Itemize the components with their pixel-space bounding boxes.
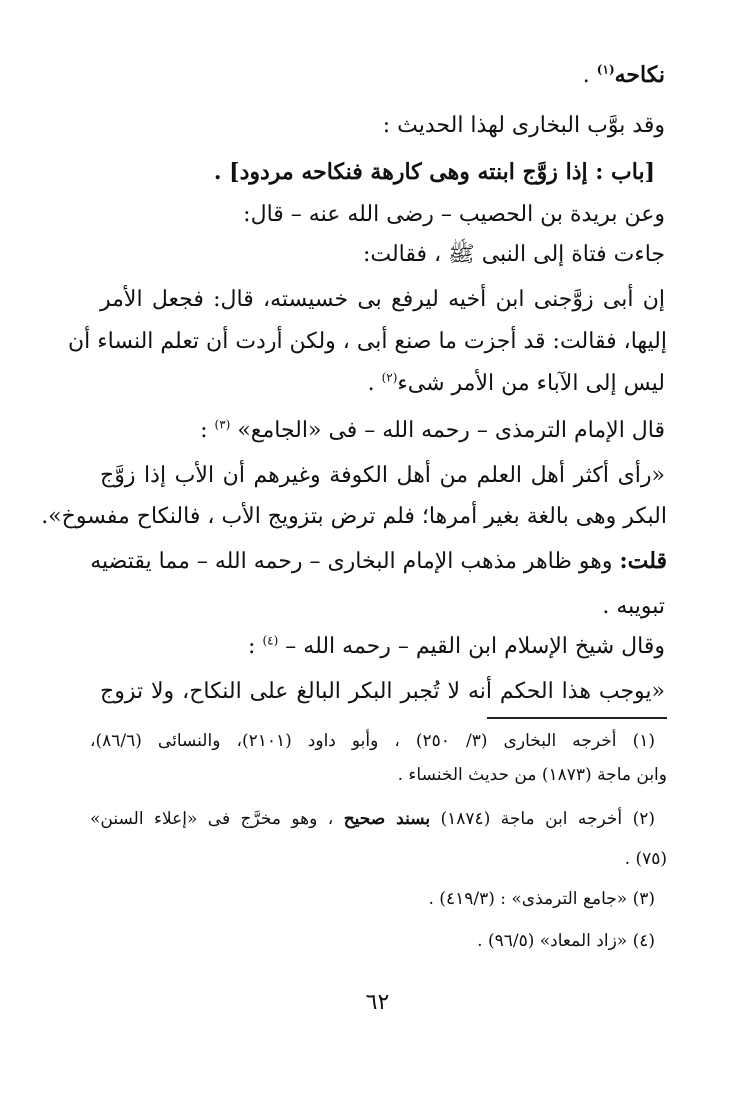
text-line-14: [90, 632, 665, 662]
text-line-2: وقد بوَّب البخارى لهذا الحديث :: [382, 113, 665, 138]
text-line-12: [90, 546, 667, 577]
text-line-11: البكر وهى بالغة بغير أمرها؛ فلم ترض بتزويج الأب ، فالنكاح مفسوخ».: [41, 504, 667, 529]
footnote-ref-4: (٤): [262, 633, 279, 648]
text-line-15: «يوجب هذا الحكم أنه لا تُجبر البكر البالغ على النكاح، ولا تزوج: [100, 679, 665, 704]
text-line-1: [90, 60, 665, 91]
footnote-3: (٣) «جامع الترمذى» : (٤١٩/٣) .: [428, 889, 655, 909]
footnote-2-line-1: [90, 806, 655, 832]
footnote-1-line-1: (١) أخرجه البخارى (٣/ ٢٥٠) ، وأبو داود (٢١٠١)، والنسائى (٨٦/٦)،: [90, 731, 655, 751]
line-14-text: وقال شيخ الإسلام ابن القيم – رحمه الله –: [278, 634, 665, 659]
footnote-ref-1: (١): [596, 62, 615, 77]
line-8-tail: .: [367, 371, 382, 396]
word-nikahahu: نكاحه: [614, 62, 665, 88]
footnote-2-text: (٢) أخرجه ابن ماجة (١٨٧٤): [430, 809, 655, 829]
qultu-label: قلت:: [619, 548, 667, 574]
line-12-text: وهو ظاهر مذهب الإمام البخارى – رحمه الله – مما يقتضيه: [90, 549, 620, 574]
footnote-ref-2: (٢): [381, 370, 398, 385]
footnote-2-line-2: (٧٥) .: [624, 849, 667, 869]
footnote-2-grading: بسند صحيح: [343, 809, 431, 829]
text-line-4: وعن بريدة بن الحصيب – رضى الله عنه – قال:: [243, 202, 665, 227]
text-line-10: «رأى أكثر أهل العلم من أهل الكوفة وغيرهم أن الأب إذا زوَّج: [100, 463, 665, 488]
footnote-ref-3: (٣): [214, 417, 231, 432]
line-9-text: قال الإمام الترمذى – رحمه الله – فى «الجامع»: [230, 418, 665, 443]
text-line-6: إن أبى زوَّجنى ابن أخيه ليرفع بى خسيسته، قال: فجعل الأمر: [100, 287, 665, 312]
footnote-4: (٤) «زاد المعاد» (٩٦/٥) .: [477, 931, 655, 951]
footnote-1-line-2: وابن ماجة (١٨٧٣) من حديث الخنساء .: [397, 765, 667, 785]
text-line-13: تبويبه .: [602, 594, 665, 619]
page-number: ٦٢: [365, 990, 390, 1015]
line-1-tail: .: [582, 63, 597, 88]
line-14-tail: :: [248, 634, 263, 659]
text-line-9: [90, 416, 665, 446]
text-line-5: جاءت فتاة إلى النبى ﷺ ، فقالت:: [362, 242, 665, 267]
footnote-divider: [487, 717, 667, 719]
line-8-text: ليس إلى الآباء من الأمر شىء: [397, 371, 665, 396]
text-line-8: [90, 369, 665, 399]
footnote-2-source: ، وهو مخرَّج فى «إعلاء السنن»: [90, 809, 344, 829]
line-9-tail: :: [200, 418, 215, 443]
text-line-7: إليها، فقالت: قد أجزت ما صنع أبى ، ولكن أردت أن تعلم النساء أن: [68, 329, 667, 354]
chapter-heading: [باب : إذا زوَّج ابنته وهى كارهة فنكاحه مردود] .: [213, 159, 655, 185]
